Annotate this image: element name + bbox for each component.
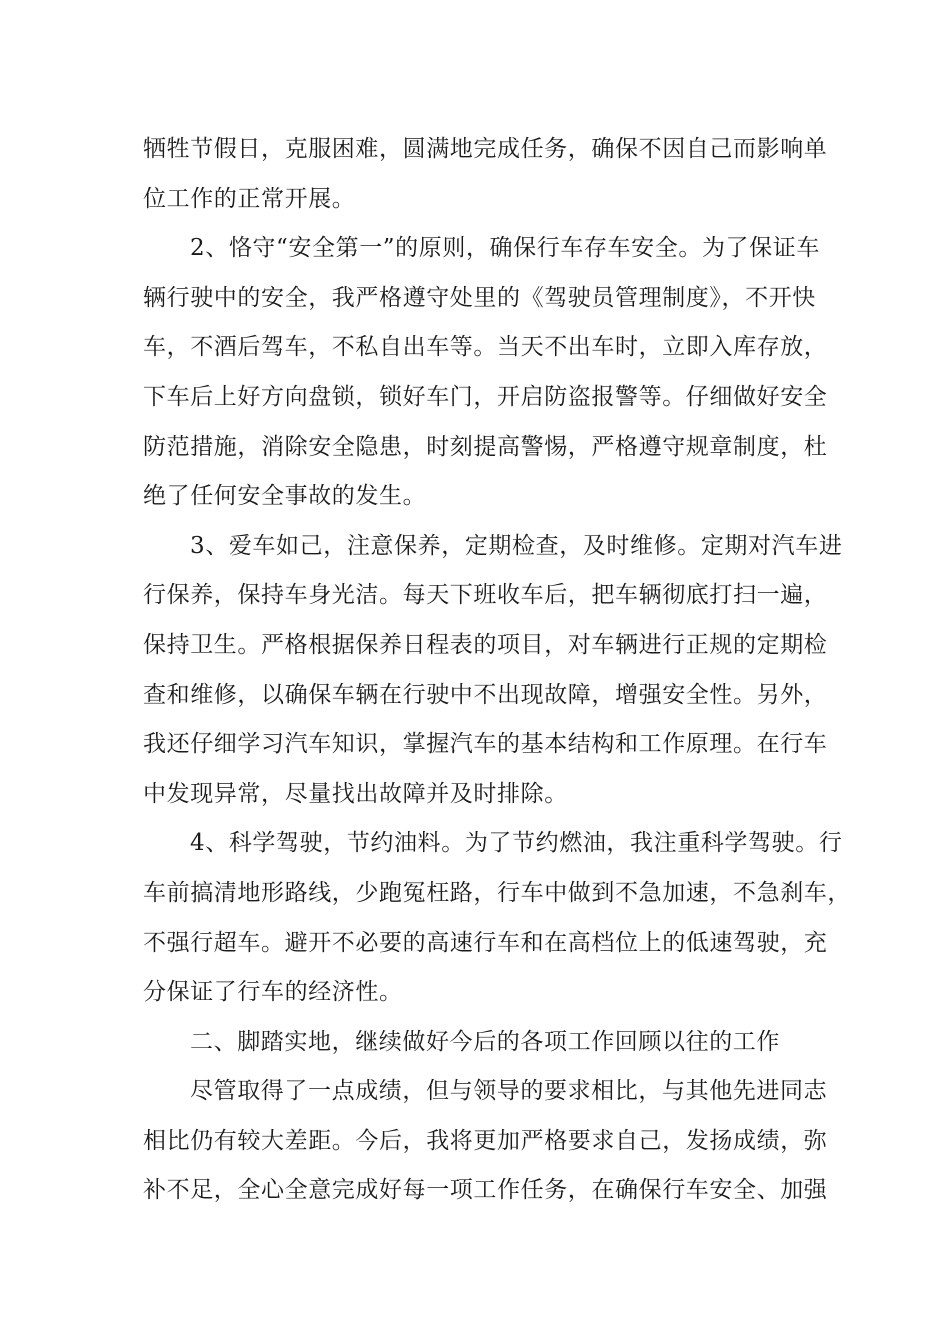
text-line: 车，不酒后驾车，不私自出车等。当天不出车时，立即入库存放， xyxy=(143,334,828,361)
text-line: 车前搞清地形路线，少跑冤枉路，行车中做到不急加速，不急刹车， xyxy=(143,879,851,906)
text-line: 保持卫生。严格根据保养日程表的项目，对车辆进行正规的定期检 xyxy=(143,631,828,658)
text-line: 下车后上好方向盘锁，锁好车门，开启防盗报警等。仔细做好安全 xyxy=(143,383,828,410)
paragraph-start-line: 3、爱车如己，注意保养，定期检查，及时维修。定期对汽车进 xyxy=(190,532,843,559)
text-line: 查和维修，以确保车辆在行驶中不出现故障，增强安全性。另外， xyxy=(143,681,828,708)
paragraph-start-line: 尽管取得了一点成绩，但与领导的要求相比，与其他先进同志 xyxy=(190,1078,828,1105)
section-heading: 二、脚踏实地，继续做好今后的各项工作回顾以往的工作 xyxy=(190,1028,780,1055)
text-line: 中发现异常，尽量找出故障并及时排除。 xyxy=(143,780,568,807)
text-line: 我还仔细学习汽车知识，掌握汽车的基本结构和工作原理。在行车 xyxy=(143,731,828,758)
text-line: 补不足，全心全意完成好每一项工作任务，在确保行车安全、加强 xyxy=(143,1177,828,1204)
paragraph-start-line: 4、科学驾驶，节约油料。为了节约燃油，我注重科学驾驶。行 xyxy=(190,830,843,857)
paragraph-start-line: 2、恪守“安全第一”的原则，确保行车存车安全。为了保证车 xyxy=(190,235,820,262)
text-line: 牺牲节假日，克服困难，圆满地完成任务，确保不因自己而影响单 xyxy=(143,136,828,162)
text-line: 行保养，保持车身光洁。每天下班收车后，把车辆彻底打扫一遍， xyxy=(143,582,828,609)
text-line: 不强行超车。避开不必要的高速行车和在高档位上的低速驾驶，充 xyxy=(143,929,828,956)
text-line: 辆行驶中的安全，我严格遵守处里的《驾驶员管理制度》，不开快 xyxy=(143,284,816,311)
text-line: 绝了任何安全事故的发生。 xyxy=(143,483,427,510)
text-line: 相比仍有较大差距。今后，我将更加严格要求自己，发扬成绩，弥 xyxy=(143,1127,828,1154)
body-text xyxy=(143,125,851,1216)
text-line: 位工作的正常开展。 xyxy=(143,185,356,212)
text-line: 分保证了行车的经济性。 xyxy=(143,979,403,1006)
text-line: 防范措施，消除安全隐患，时刻提高警惕，严格遵守规章制度，杜 xyxy=(143,433,828,460)
